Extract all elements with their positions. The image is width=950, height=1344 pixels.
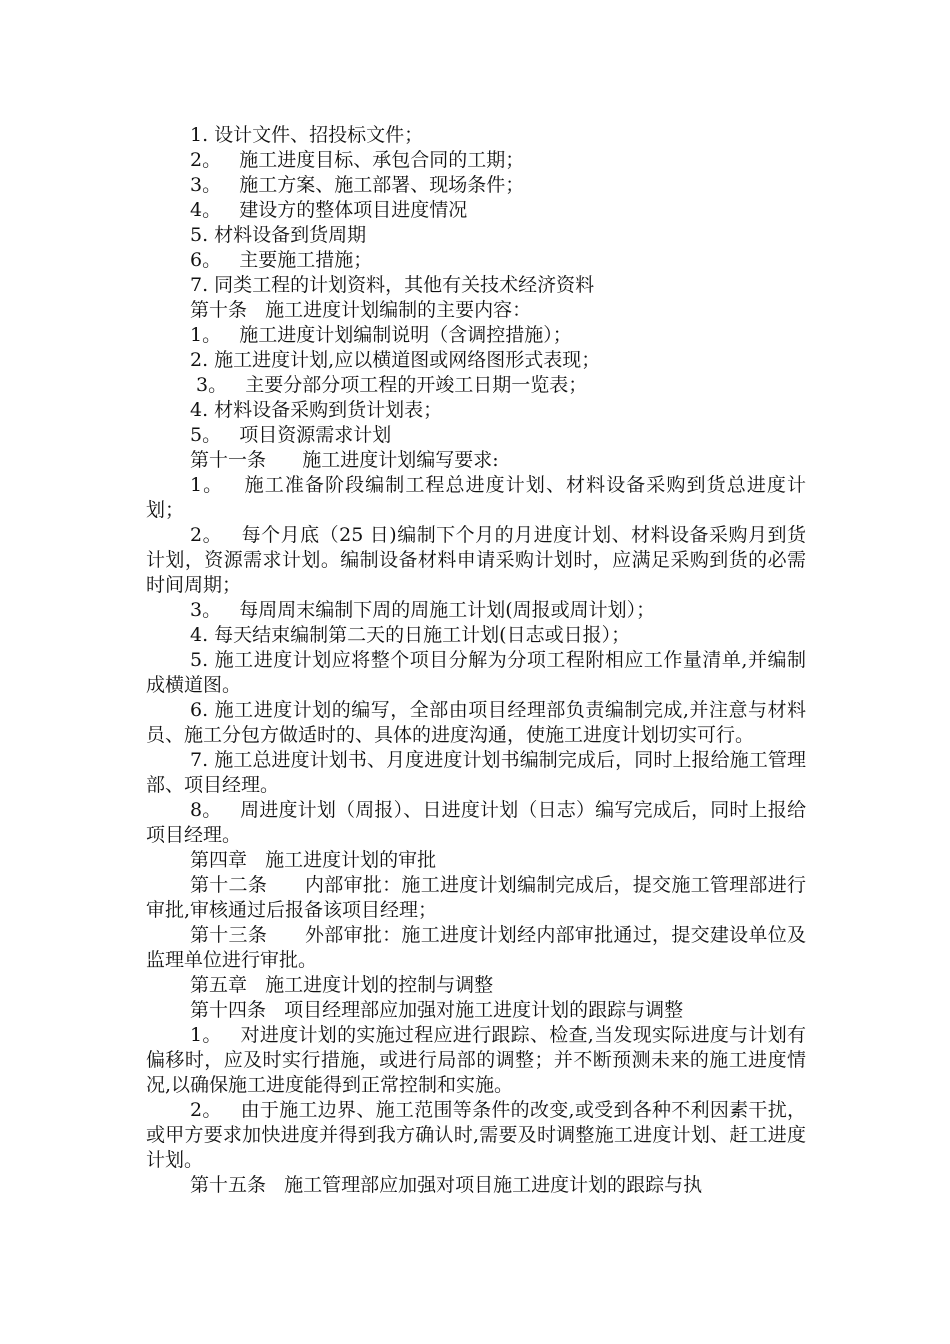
list-item-requirement-2: 2。 每个月底（25 日)编制下个月的月进度计划、材料设备采购月到货计划，资源需求计划。编制设备材料申请采购计划时，应满足采购到货的必需时间周期； xyxy=(146,524,806,596)
list-item-control-1: 1。 对进度计划的实施过程应进行跟踪、检查,当发现实际进度与计划有偏移时，应及时实行措施，或进行局部的调整；并不断预测未来的施工进度情况,以确保施工进度能得到正常控制和实施。 xyxy=(146,1024,806,1096)
list-item-content-4: 4. 材料设备采购到货计划表； xyxy=(190,399,443,421)
article-11-heading: 第十一条 施工进度计划编写要求: xyxy=(190,449,499,471)
list-item-content-2: 2. 施工进度计划,应以横道图或网络图形式表现； xyxy=(190,349,601,371)
list-item-requirement-7: 7. 施工总进度计划书、月度进度计划书编制完成后，同时上报给施工管理部、项目经理。 xyxy=(146,749,806,796)
list-item-content-3: 3。 主要分部分项工程的开竣工日期一览表； xyxy=(190,374,588,396)
article-10-heading: 第十条 施工进度计划编制的主要内容： xyxy=(190,299,532,321)
list-item-basis-7: 7. 同类工程的计划资料，其他有关技术经济资料 xyxy=(190,274,595,296)
list-item-basis-2: 2。 施工进度目标、承包合同的工期； xyxy=(190,149,525,171)
document-body xyxy=(146,123,806,1198)
list-item-basis-5: 5. 材料设备到货周期 xyxy=(190,224,367,246)
list-item-basis-4: 4。 建设方的整体项目进度情况 xyxy=(190,199,468,221)
list-item-requirement-5: 5. 施工进度计划应将整个项目分解为分项工程附相应工作量清单,并编制成横道图。 xyxy=(146,649,806,696)
article-12-paragraph: 第十二条 内部审批：施工进度计划编制完成后，提交施工管理部进行审批,审核通过后报备该项目经理； xyxy=(146,874,806,921)
article-14-heading: 第十四条 项目经理部应加强对施工进度计划的跟踪与调整 xyxy=(190,999,684,1021)
chapter-5-heading: 第五章 施工进度计划的控制与调整 xyxy=(190,974,494,996)
list-item-requirement-3: 3。 每周周末编制下周的周施工计划(周报或周计划）； xyxy=(190,599,656,621)
list-item-basis-3: 3。 施工方案、施工部署、现场条件； xyxy=(190,174,525,196)
list-item-requirement-1: 1。 施工准备阶段编制工程总进度计划、材料设备采购到货总进度计划； xyxy=(146,474,806,521)
list-item-content-1: 1。 施工进度计划编制说明（含调控措施）； xyxy=(190,324,572,346)
list-item-requirement-4: 4. 每天结束编制第二天的日施工计划(日志或日报）； xyxy=(190,624,631,646)
list-item-control-2: 2。 由于施工边界、施工范围等条件的改变,或受到各种不利因素干扰，或甲方要求加快进度并得到我方确认时,需要及时调整施工进度计划、赶工进度计划。 xyxy=(146,1099,806,1171)
article-13-paragraph: 第十三条 外部审批：施工进度计划经内部审批通过，提交建设单位及监理单位进行审批。 xyxy=(146,924,806,971)
list-item-basis-6: 6。 主要施工措施； xyxy=(190,249,373,271)
article-15-heading: 第十五条 施工管理部应加强对项目施工进度计划的跟踪与执 xyxy=(190,1174,703,1196)
list-item-requirement-6: 6. 施工进度计划的编写，全部由项目经理部负责编制完成,并注意与材料员、施工分包方做适时的、具体的进度沟通，使施工进度计划切实可行。 xyxy=(146,699,806,746)
list-item-requirement-8: 8。 周进度计划（周报）、日进度计划（日志）编写完成后，同时上报给项目经理。 xyxy=(146,799,806,846)
list-item-basis-1: 1. 设计文件、招投标文件； xyxy=(190,124,424,146)
chapter-4-heading: 第四章 施工进度计划的审批 xyxy=(190,849,437,871)
list-item-content-5: 5。 项目资源需求计划 xyxy=(190,424,392,446)
